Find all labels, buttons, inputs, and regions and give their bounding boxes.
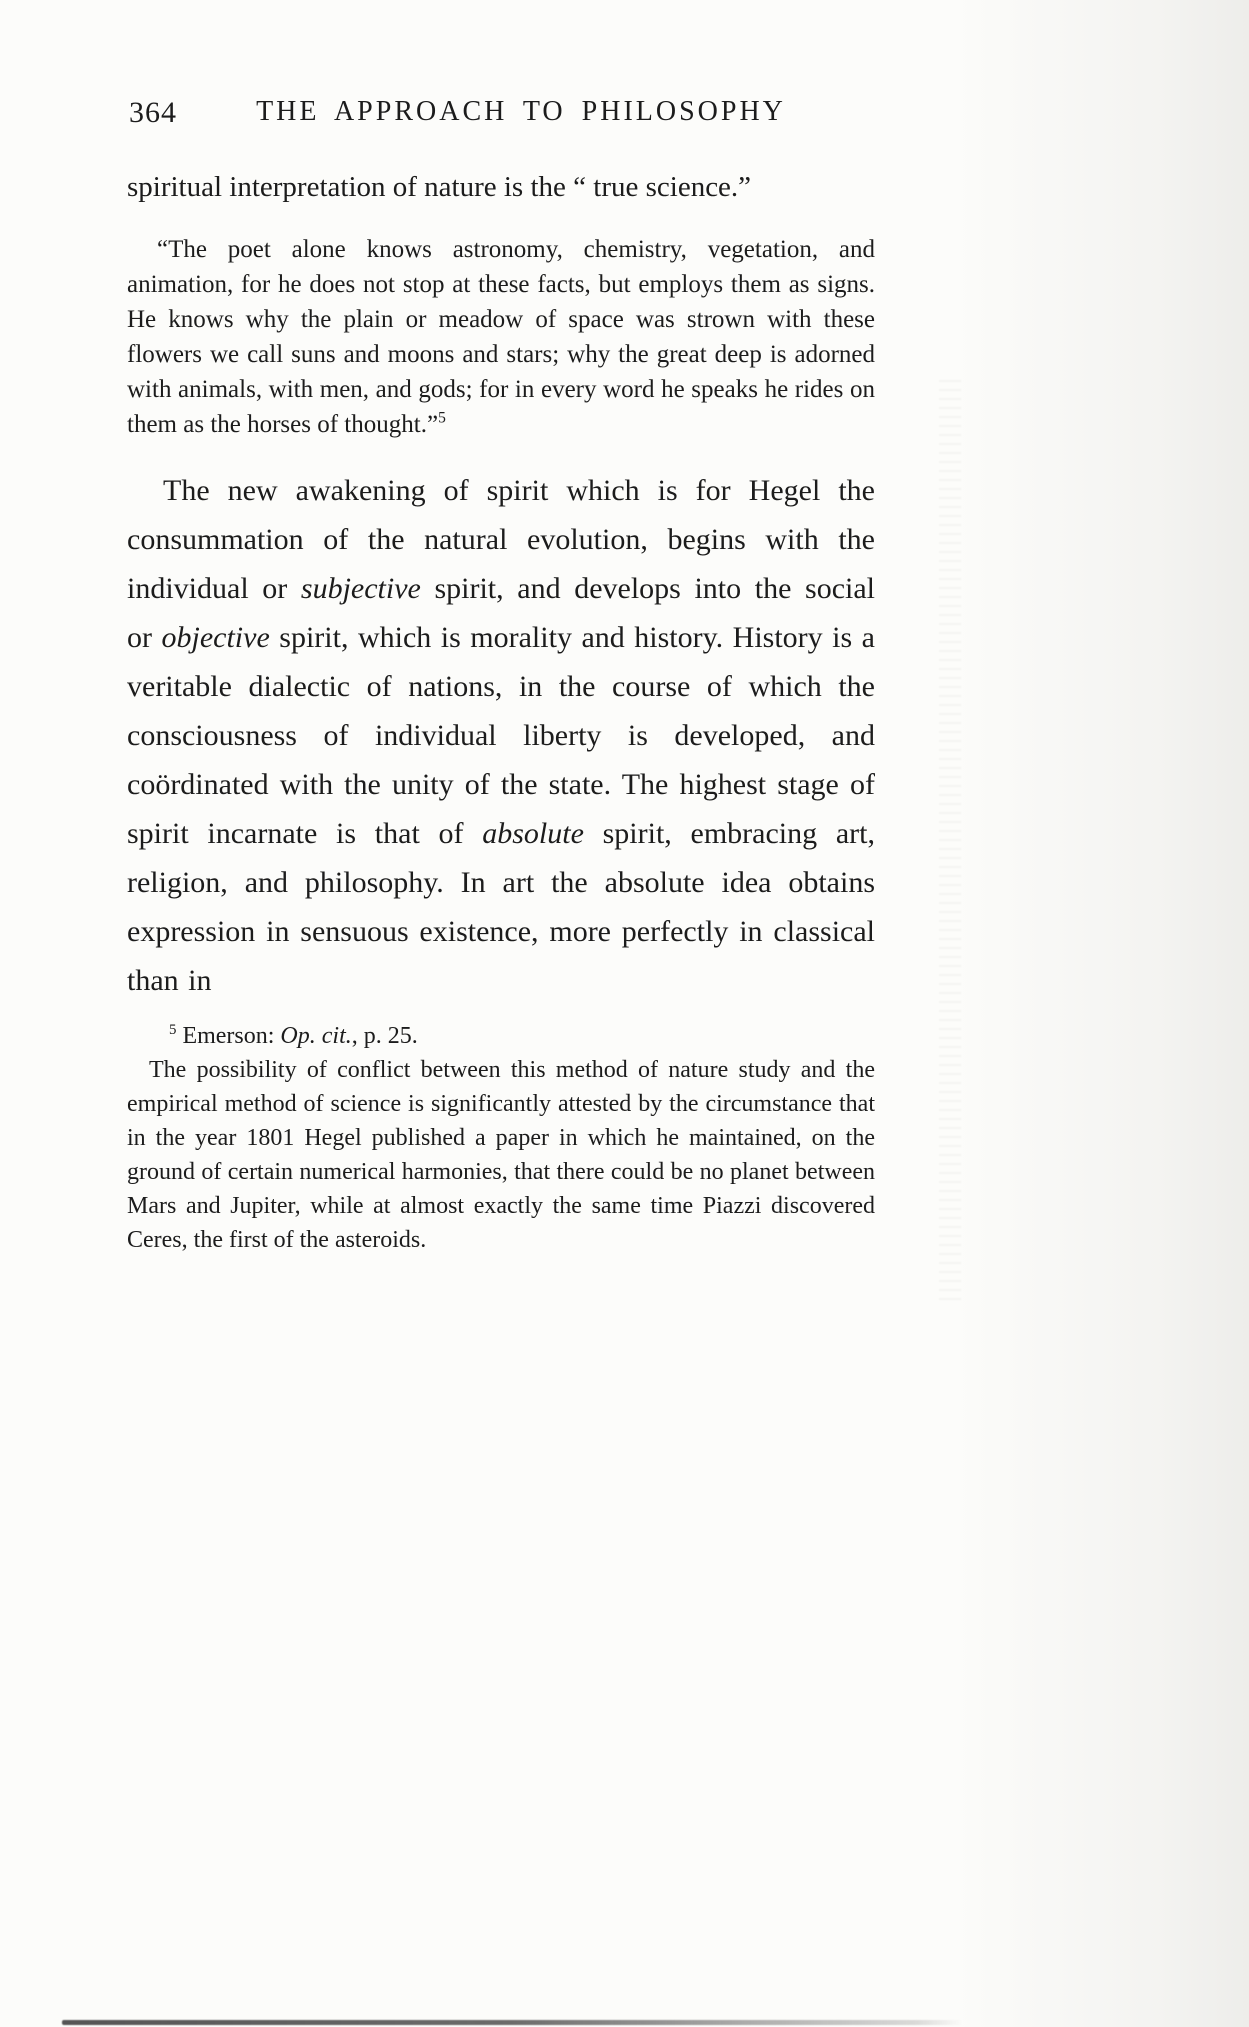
footnote-citation: $^5$ Emerson: Op. cit., p. 25.	[169, 1022, 418, 1049]
page-header	[127, 96, 875, 140]
scan-edge-shadow	[949, 0, 1249, 2027]
page-number: 364	[129, 96, 177, 129]
running-title: THE APPROACH TO PHILOSOPHY	[256, 96, 786, 127]
block-quote: “The poet alone knows astronomy, chemistry, vegetation, and animation, for he does not stop at these facts, but employs them as signs. He knows why the plain or meadow of space was strown with these flowers we call suns and moons and stars; why the great deep is adorned with animals, with men, and gods; for in every word he speaks he rides on them as the horses of thought.”$^5$	[127, 236, 875, 438]
main-paragraph: The new awakening of spirit which is for Hegel the consummation of the natural evolution, begins with the individual or subjective spirit, and develops into the social or objective spirit, which is morality and history. History is a veritable dialectic of nations, in the course of which the consciousness of individual liberty is developed, and coördinated with the unity of the state. The highest stage of spirit incarnate is that of absolute spirit, embracing art, religion, and philosophy. In art the absolute idea obtains expression in sensuous existence, more perfectly in classical than in	[127, 474, 876, 997]
scan-bottom-edge	[62, 2020, 962, 2025]
text-column	[127, 96, 875, 1257]
scan-speckle-texture	[939, 380, 961, 1300]
footnote-note: The possibility of conflict between this method of nature study and the empirical method of science is significantly attested by the circumstance that in the year 1801 Hegel published a paper in which he maintained, on the ground of certain numerical harmonies, that there could be no planet between Mars and Jupiter, while at almost exactly the same time Piazzi discovered Ceres, the first of the asteroids.	[127, 1057, 875, 1253]
paragraph-continuation: spiritual interpretation of nature is the “ true science.”	[127, 171, 752, 203]
footnotes-section	[127, 1019, 875, 1257]
